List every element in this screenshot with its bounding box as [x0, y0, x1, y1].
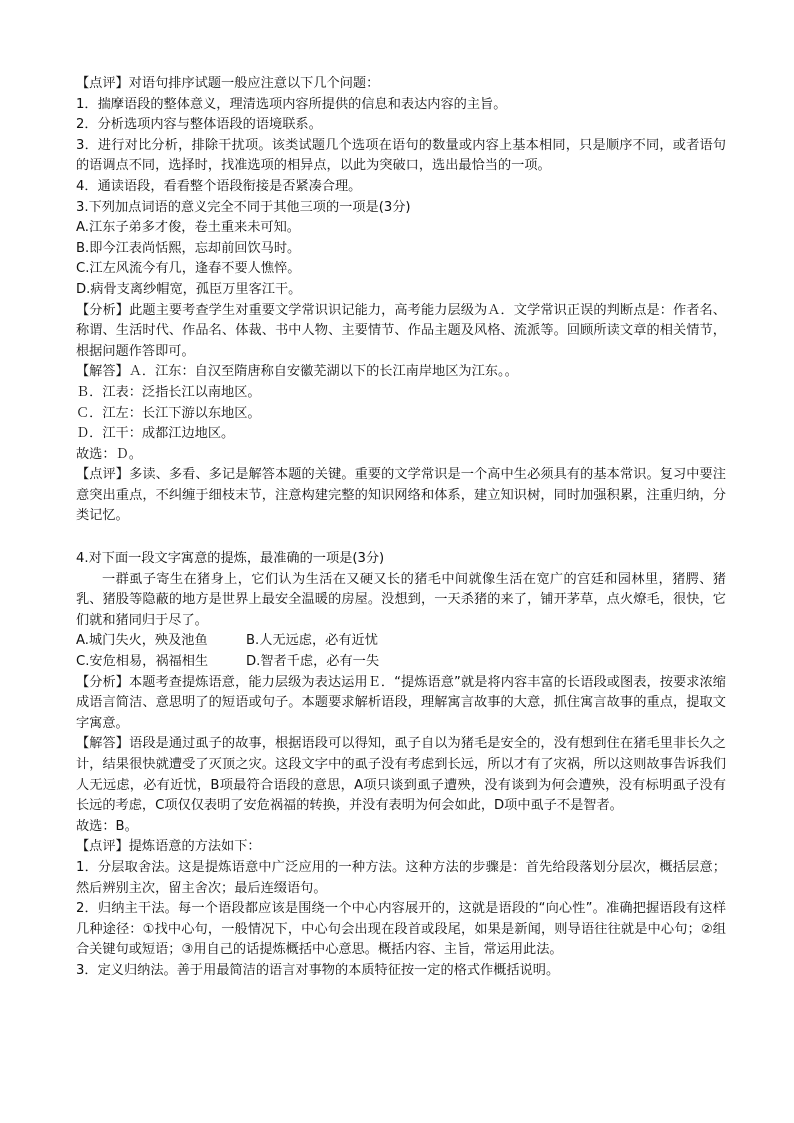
q4-options-row-2: [76, 652, 726, 673]
q4-options-row-1: [76, 631, 726, 652]
q3-answer-a: 【解答】Ａ．江东：自汉至隋唐称自安徽芜湖以下的长江南岸地区为江东。。: [76, 364, 518, 380]
question-3-stem: 3.下列加点词语的意义完全不同于其他三项的一项是(3分): [76, 199, 411, 215]
review-point-3: 3．进行对比分析，排除干扰项。该类试题几个选项在语句的数量或内容上基本相同，只是顺序不同，或者语句的语调点不同，选择时，找准选项的相异点，以此为突破口，选出最恰当的一项。: [76, 137, 726, 174]
q3-choice: 故选：Ｄ。: [76, 446, 142, 462]
q4-answer: 【解答】语段是通过虱子的故事，根据语段可以得知，虱子自以为猪毛是安全的，没有想到住在猪毛里非长久之计，结果很快就遭受了灭顶之灾。这段文字中的虱子没有考虑到长远，所以才有了灾祸，所以这则故事告诉我们人无远虑，必有近忧，B项最符合语段的意思，A项只谈到虱子遭殃，没有谈到为何会遭殃，没有标明虱子没有长远的考虑，C项仅仅表明了安危祸福的转换，并没有表明为何会如此，D项中虱子不是智者。: [76, 736, 726, 814]
review-heading: 【点评】对语句排序试题一般应注意以下几个问题：: [76, 76, 380, 91]
q4-analysis: 【分析】本题考查提炼语意，能力层级为表达运用Ｅ．“提炼语意”就是将内容丰富的长语段或图表，按要求浓缩成语言简洁、意思明了的短语或句子。本题要求解析语段，理解寓言故事的大意，抓住寓言故事的重点，提取文字寓意。: [76, 674, 726, 731]
q4-method-1: 1．分层取舍法。这是提炼语意中广泛应用的一种方法。这种方法的步骤是：首先给段落划分层次，概括层意；然后辨别主次，留主舍次；最后连缀语句。: [76, 859, 726, 896]
review-point-1: 1．揣摩语段的整体意义，理清选项内容所提供的信息和表达内容的主旨。: [76, 96, 507, 112]
review-point-2: 2．分析选项内容与整体语段的语境联系。: [76, 117, 322, 133]
q4-option-a: A.城门失火，殃及池鱼: [76, 633, 208, 649]
q3-analysis: 【分析】此题主要考查学生对重要文学常识识记能力，高考能力层级为Ａ．文学常识正误的判断点是：作者名、称谓、生活时代、作品名、体裁、书中人物、主要情节、作品主题及风格、流派等。回顾所读文章的相关情节，根据问题作答即可。: [76, 302, 726, 359]
question-4-stem: 4.对下面一段文字寓意的提炼，最准确的一项是(3分): [76, 551, 385, 567]
review-point-4: 4．通读语段，看看整个语段衔接是否紧凑合理。: [76, 178, 362, 194]
q3-option-d: D.病骨支离纱帽宽，孤臣万里客江干。: [76, 281, 302, 297]
q4-choice: 故选：B。: [76, 818, 138, 834]
q3-option-c: C.江左风流今有几，逢春不要人憔悴。: [76, 261, 301, 277]
q4-option-c: C.安危相易，祸福相生: [76, 654, 209, 670]
q3-review: 【点评】多读、多看、多记是解答本题的关键。重要的文学常识是一个高中生必须具有的基本常识。复习中要注意突出重点，不纠缠于细枝末节，注意构建完整的知识网络和体系，建立知识树，同时加强积累，注重归纳，分类记忆。: [76, 467, 726, 524]
q3-answer-c: Ｃ．江左：长江下游以东地区。: [76, 405, 261, 421]
q4-passage: 一群虱子寄生在猪身上，它们认为生活在又硬又长的猪毛中间就像生活在宽广的宫廷和园林里，猪腭、猪乳、猪股等隐蔽的地方是世界上最安全温暖的房屋。没想到，一天杀猪的来了，铺开茅草，点火燎毛，很快，它们就和猪同归于尽了。: [76, 571, 726, 628]
q4-option-b: B.人无远虑，必有近忧: [246, 633, 378, 649]
q4-option-d: D.智者千虑，必有一失: [246, 654, 380, 670]
q4-method-2: 2．归纳主干法。每一个语段都应该是围绕一个中心内容展开的，这就是语段的“向心性”。准确把握语段有这样几种途径：①找中心句，一般情况下，中心句会出现在段首或段尾，如果是新闻，则导语往往就是中心句；②组合关键句或短语；③用自己的话提炼概括中心意思。概括内容、主旨，常运用此法。: [76, 901, 726, 958]
q3-option-b: B.即今江表尚恬熙，忘却前回饮马时。: [76, 240, 301, 256]
spacer: [76, 527, 726, 549]
document-page: [76, 74, 726, 982]
q4-method-3: 3．定义归纳法。善于用最简洁的语言对事物的本质特征按一定的格式作概括说明。: [76, 962, 560, 978]
q4-review-heading: 【点评】提炼语意的方法如下：: [76, 839, 261, 855]
q3-option-a: A.江东子弟多才俊，卷土重来未可知。: [76, 220, 300, 236]
q3-answer-d: Ｄ．江干：成都江边地区。: [76, 426, 235, 442]
q3-answer-b: Ｂ．江表：泛指长江以南地区。: [76, 384, 261, 400]
